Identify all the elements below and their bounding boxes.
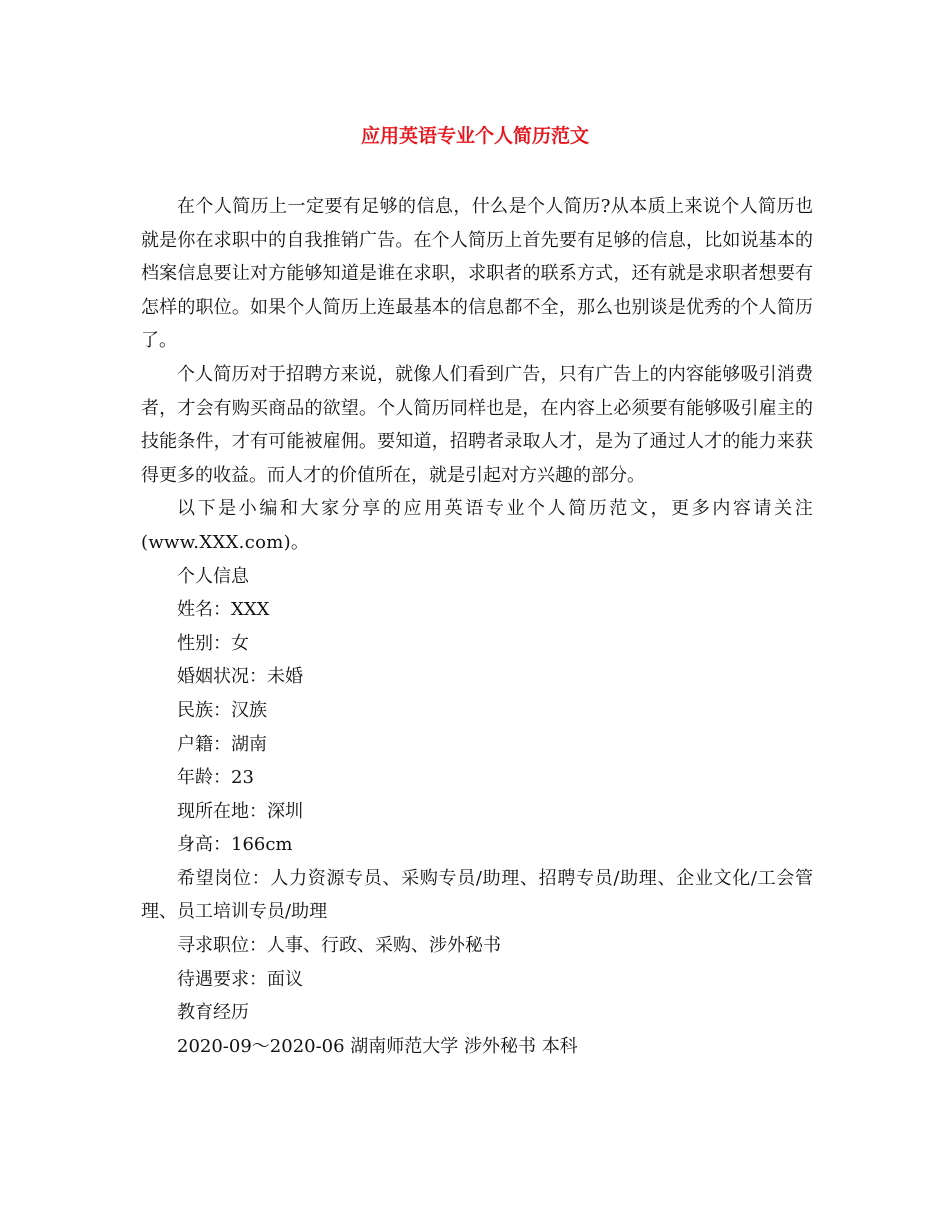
info-name: 姓名：XXX <box>177 599 270 621</box>
info-ethnicity: 民族：汉族 <box>177 699 267 721</box>
document-title: 应用英语专业个人简历范文 <box>360 125 589 147</box>
info-desired-positions: 希望岗位：人力资源专员、采购专员/助理、招聘专员/助理、企业文化/工会管理、员工培训专员/助理 <box>141 867 813 923</box>
document-body <box>141 190 813 1063</box>
education-entry: 2020-09～2020-06 湖南师范大学 涉外秘书 本科 <box>177 1035 578 1057</box>
info-gender: 性别：女 <box>177 632 249 654</box>
info-current-location: 现所在地：深圳 <box>177 800 303 822</box>
paragraph-intro: 在个人简历上一定要有足够的信息，什么是个人简历?从本质上来说个人简历也就是你在求职中的自我推销广告。在个人简历上首先要有足够的信息，比如说基本的档案信息要让对方能够知道是谁在求职，求职者的联系方式，还有就是求职者想要有怎样的职位。如果个人简历上连最基本的信息都不全，那么也别谈是优秀的个人简历了。 <box>141 196 813 352</box>
paragraph-share-note: 以下是小编和大家分享的应用英语专业个人简历范文，更多内容请关注(www.XXX.com)。 <box>141 498 813 553</box>
info-height: 身高：166cm <box>177 834 293 856</box>
section-heading-personal-info: 个人信息 <box>177 565 249 587</box>
paragraph-recruiter-view: 个人简历对于招聘方来说，就像人们看到广告，只有广告上的内容能够吸引消费者，才会有购买商品的欲望。个人简历同样也是，在内容上必须要有能够吸引雇主的技能条件，才有可能被雇佣。要知道，招聘者录取人才，是为了通过人才的能力来获得更多的收益。而人才的价值所在，就是引起对方兴趣的部分。 <box>141 363 813 486</box>
info-age: 年龄：23 <box>177 767 254 789</box>
info-household-registration: 户籍：湖南 <box>177 733 267 755</box>
info-marital-status: 婚姻状况：未婚 <box>177 666 303 688</box>
info-job-sought: 寻求职位：人事、行政、采购、涉外秘书 <box>177 935 501 957</box>
info-salary-requirement: 待遇要求：面议 <box>177 968 303 990</box>
section-heading-education: 教育经历 <box>177 1002 249 1024</box>
